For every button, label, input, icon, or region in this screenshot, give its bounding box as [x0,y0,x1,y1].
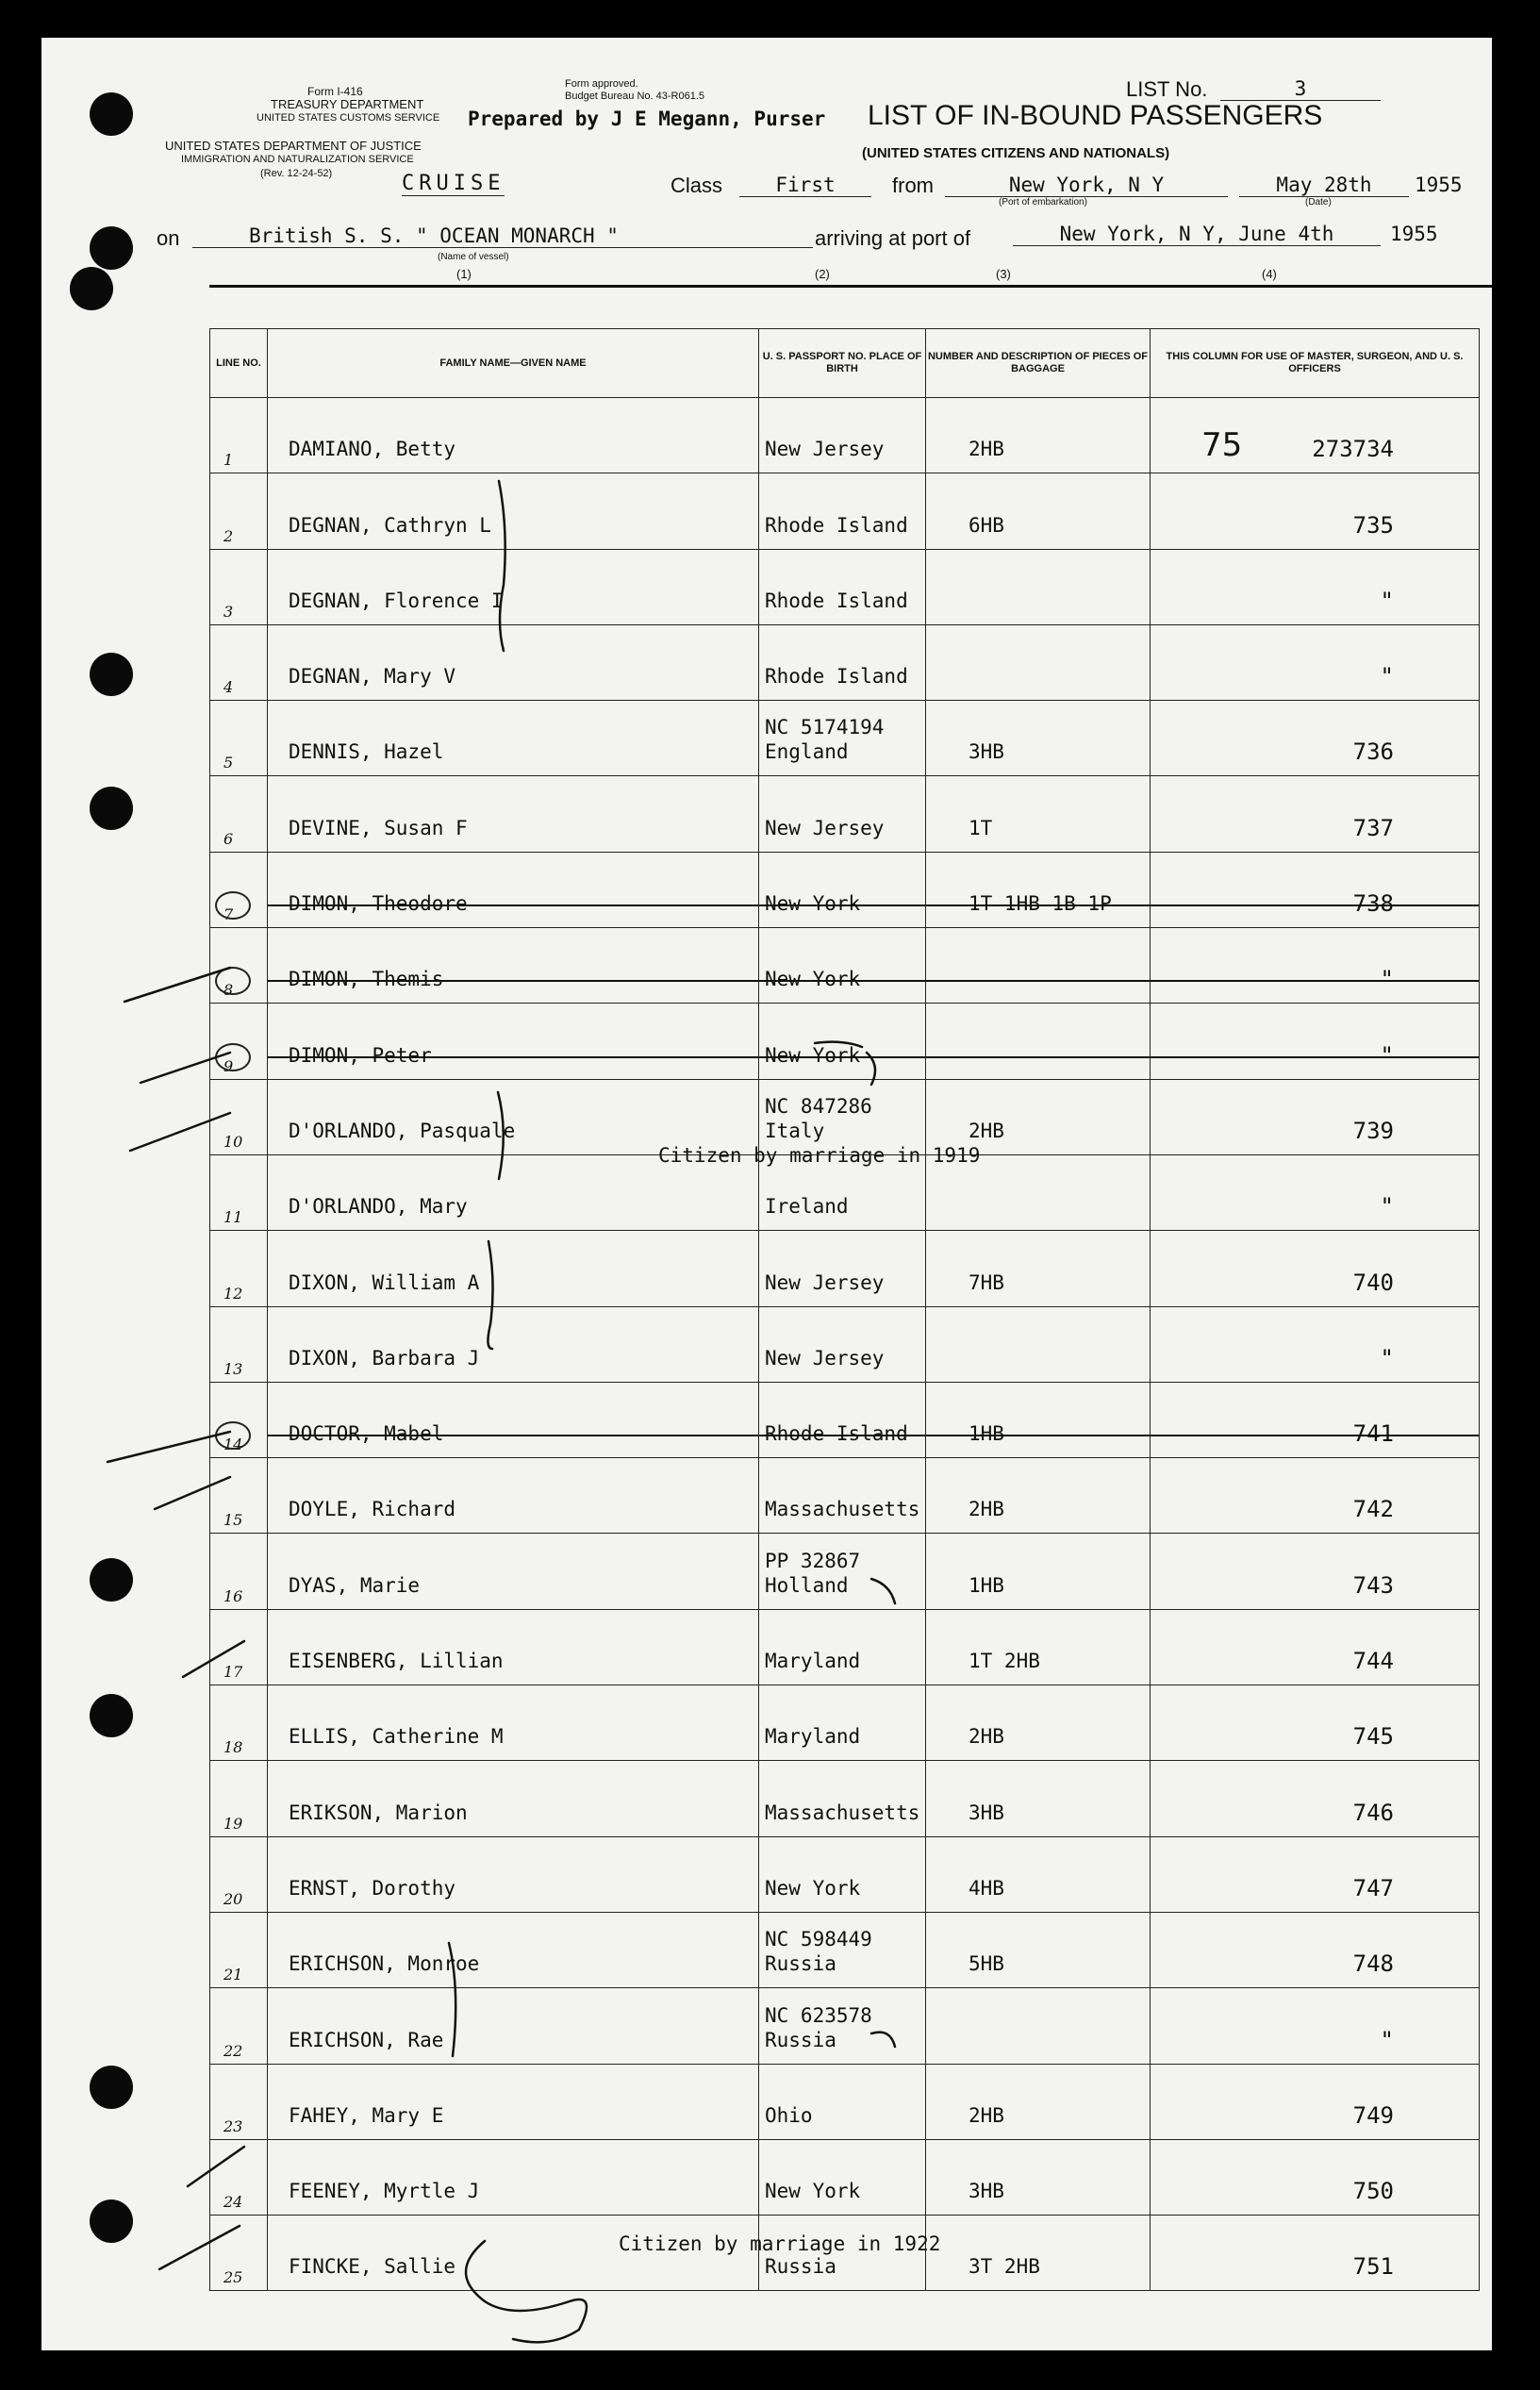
birth-place: Russia [765,2028,836,2051]
officer-number: 739 [1352,1117,1394,1144]
bracket-erichson-icon [449,1943,455,2056]
arrival-year: 1955 [1390,223,1438,245]
officer-number: 741 [1352,1420,1394,1448]
officer-number: 742 [1352,1496,1394,1523]
year: 1955 [1415,174,1463,196]
officer-number: " [1380,966,1394,993]
passenger-name: ERNST, Dorothy [289,1876,456,1900]
col-birth-header: U. S. PASSPORT NO. PLACE OF BIRTH [759,329,926,398]
ins-label: IMMIGRATION AND NATURALIZATION SERVICE [181,154,414,165]
cruise-label: CRUISE [402,172,505,195]
passenger-name: ERIKSON, Marion [289,1801,468,1824]
col-num-2: (2) [815,267,830,281]
signature-icon [466,2241,587,2342]
passenger-name: DAMIANO, Betty [289,438,456,461]
baggage-description: 2HB [969,2103,1004,2127]
passenger-name: DEGNAN, Mary V [289,665,456,689]
officer-number: 746 [1352,1799,1394,1826]
arriving-label: arriving at port of [815,226,971,250]
on-label: on [157,226,180,250]
budget-bureau: Budget Bureau No. 43-R061.5 [565,91,704,102]
line-number: 6 [224,829,234,848]
baggage-description: 5HB [969,1952,1004,1976]
line-number: 8 [224,981,234,1000]
col-num-4: (4) [1262,267,1277,281]
passenger-name: FINCKE, Sallie [289,2255,456,2279]
passenger-name: ELLIS, Catherine M [289,1725,504,1749]
col-name-header: FAMILY NAME—GIVEN NAME [268,329,759,398]
baggage-description: 1T [969,816,993,839]
form-number: Form I-416 [307,85,363,98]
binder-hole-icon [90,2066,133,2109]
line-number: 14 [224,1436,243,1454]
document-page [41,38,1492,2350]
baggage-description: 3HB [969,740,1004,764]
birth-place: Ohio [765,2103,813,2127]
passenger-name: DEGNAN, Cathryn L [289,513,491,537]
passenger-name: DIXON, Barbara J [289,1346,480,1369]
prepared-by: Prepared by J E Megann, Purser [468,108,826,130]
officer-number: 751 [1352,2253,1394,2281]
line-number: 4 [224,678,234,697]
line-number: 23 [224,2116,243,2135]
birth-place: New York [765,968,861,991]
binder-hole-icon [90,1558,133,1602]
baggage-description: 1T 2HB [969,1650,1040,1673]
officer-number: " [1380,587,1394,614]
birth-place: Italy [765,1119,825,1142]
list-no-value: 3 [1220,77,1381,101]
line-number: 13 [224,1359,243,1378]
passenger-name: DIMON, Theodore [289,892,468,916]
passport-number: NC 623578 [765,2003,872,2027]
officer-number: 750 [1352,2178,1394,2205]
line-number: 2 [224,526,234,545]
line-number: 22 [224,2041,243,2060]
birth-place: New Jersey [765,438,885,461]
baggage-description: 1T 1HB 1B 1P [969,892,1112,916]
birth-place: Rhode Island [765,665,908,689]
rev-label: (Rev. 12-24-52) [260,168,333,179]
binder-hole-icon [90,1694,133,1737]
binder-hole-icon [90,653,133,696]
baggage-description: 4HB [969,1876,1004,1900]
passenger-name: DEGNAN, Florence I [289,589,504,612]
marriage-note-1922: Citizen by marriage in 1922 [619,2232,941,2255]
col-num-3: (3) [996,267,1011,281]
birth-place: New Jersey [765,1346,885,1369]
col-num-1: (1) [456,267,472,281]
officer-number: " [1380,1193,1394,1220]
officer-number: " [1380,663,1394,690]
baggage-description: 3HB [969,2180,1004,2203]
birth-place: New Jersey [765,1270,885,1294]
binder-hole-icon [90,2199,133,2243]
port-caption: (Port of embarkation) [999,197,1087,207]
line-number: 20 [224,1889,243,1908]
handwritten-75: 75 [1201,426,1243,464]
birth-place: Maryland [765,1650,861,1673]
passenger-name: D'ORLANDO, Pasquale [289,1119,516,1142]
line-number: 9 [224,1056,234,1075]
passenger-name: ERICHSON, Rae [289,2028,444,2051]
passenger-name: ERICHSON, Monroe [289,1952,480,1976]
birth-place: Maryland [765,1725,861,1749]
passenger-name: FAHEY, Mary E [289,2103,444,2127]
binder-hole-icon [90,787,133,830]
class-value: First [739,174,871,197]
baggage-description: 3HB [969,1801,1004,1824]
handwritten-marks [41,38,1492,2350]
officer-number: 747 [1352,1874,1394,1901]
passenger-name: DYAS, Marie [289,1573,421,1597]
baggage-description: 2HB [969,1498,1004,1521]
date-value: May 28th [1239,174,1409,197]
line-number: 17 [224,1663,243,1682]
officer-number: 745 [1352,1723,1394,1751]
list-no-label: LIST No. [1126,77,1208,101]
marriage-note-1919: Citizen by marriage in 1919 [658,1144,981,1167]
birth-place: Massachusetts [765,1801,920,1824]
passenger-name: DIMON, Themis [289,968,444,991]
officer-number: 738 [1352,890,1394,918]
birth-place: Massachusetts [765,1498,920,1521]
passport-number: NC 598449 [765,1928,872,1951]
line-number: 18 [224,1738,243,1757]
birth-place: New York [765,1876,861,1900]
passport-number: NC 847286 [765,1094,872,1118]
officer-number: 744 [1352,1648,1394,1675]
line-number: 15 [224,1511,243,1530]
arrival-port: New York, N Y, June 4th [1013,223,1381,246]
passport-number: PP 32867 [765,1549,861,1572]
bracket-degnan-icon [499,481,505,651]
passenger-name: DIXON, William A [289,1270,480,1294]
line-number: 11 [224,1208,243,1227]
birth-place: New York [765,1043,861,1067]
class-label: Class [671,174,723,197]
col-baggage-header: NUMBER AND DESCRIPTION OF PIECES OF BAGGAGE [926,329,1151,398]
birth-place: Rhode Island [765,1422,908,1446]
baggage-description: 2HB [969,438,1004,461]
officer-number: 273734 [1312,436,1394,463]
officer-number: 743 [1352,1571,1394,1599]
from-value: New York, N Y [945,174,1228,197]
line-number: 1 [224,451,234,470]
officer-number: 749 [1352,2101,1394,2129]
line-number: 3 [224,602,234,621]
handwritten-annotation-icon [815,1042,875,1085]
officer-number: 737 [1352,814,1394,841]
passenger-name: EISENBERG, Lillian [289,1650,504,1673]
baggage-description: 6HB [969,513,1004,537]
line-number: 10 [224,1132,243,1151]
line-number: 5 [224,754,234,772]
baggage-description: 1HB [969,1573,1004,1597]
officer-number: 748 [1352,1950,1394,1978]
birth-place: Rhode Island [765,513,908,537]
passenger-name: DIMON, Peter [289,1043,432,1067]
baggage-description: 7HB [969,1270,1004,1294]
birth-place: Ireland [765,1195,849,1219]
bracket-dorlando-icon [498,1092,504,1179]
binder-hole-icon [70,267,113,310]
officer-number: " [1380,1344,1394,1371]
baggage-description: 1HB [969,1422,1004,1446]
date-caption: (Date) [1305,197,1332,207]
birth-place: England [765,740,849,764]
birth-place: Rhode Island [765,589,908,612]
birth-place: Russia [765,1952,836,1976]
baggage-description: 3T 2HB [969,2255,1040,2279]
line-number: 7 [224,905,234,924]
passenger-name: DEVINE, Susan F [289,816,468,839]
bracket-dixon-icon [488,1241,492,1349]
line-number: 16 [224,1586,243,1605]
birth-place: New Jersey [765,816,885,839]
officer-number: " [1380,1041,1394,1069]
binder-hole-icon [90,92,133,136]
officer-number: 736 [1352,739,1394,766]
list-subtitle: (UNITED STATES CITIZENS AND NATIONALS) [862,145,1170,161]
justice-label: UNITED STATES DEPARTMENT OF JUSTICE [165,139,422,153]
passenger-name: FEENEY, Myrtle J [289,2180,480,2203]
baggage-description: 2HB [969,1119,1004,1142]
vessel-caption: (Name of vessel) [438,252,509,262]
form-approved: Form approved. [565,78,638,90]
check-mark-icon [124,968,230,1002]
passenger-name: D'ORLANDO, Mary [289,1195,468,1219]
col-officers-header: THIS COLUMN FOR USE OF MASTER, SURGEON, AND U. S. OFFICERS [1151,329,1480,398]
passenger-name: DOYLE, Richard [289,1498,456,1521]
baggage-description: 2HB [969,1725,1004,1749]
passport-number: NC 5174194 [765,716,885,739]
line-number: 25 [224,2268,243,2287]
passenger-name: DOCTOR, Mabel [289,1422,444,1446]
binder-hole-icon [90,226,133,270]
col-line-header: LINE NO. [210,329,268,398]
line-number: 12 [224,1284,243,1303]
birth-place: New York [765,892,861,916]
list-title: LIST OF IN-BOUND PASSENGERS [868,100,1323,131]
officer-number: 735 [1352,511,1394,539]
line-number: 19 [224,1814,243,1833]
birth-place: Russia [765,2255,836,2279]
officer-number: 740 [1352,1269,1394,1296]
passenger-name: DENNIS, Hazel [289,740,444,764]
customs-label: UNITED STATES CUSTOMS SERVICE [257,112,440,124]
from-label: from [892,174,934,197]
birth-place: Holland [765,1573,849,1597]
treasury-label: TREASURY DEPARTMENT [271,97,424,111]
line-number: 21 [224,1966,243,1984]
line-number: 24 [224,2193,243,2212]
officer-number: " [1380,2026,1394,2053]
birth-place: New York [765,2180,861,2203]
vessel-name: British S. S. " OCEAN MONARCH " [192,224,813,248]
